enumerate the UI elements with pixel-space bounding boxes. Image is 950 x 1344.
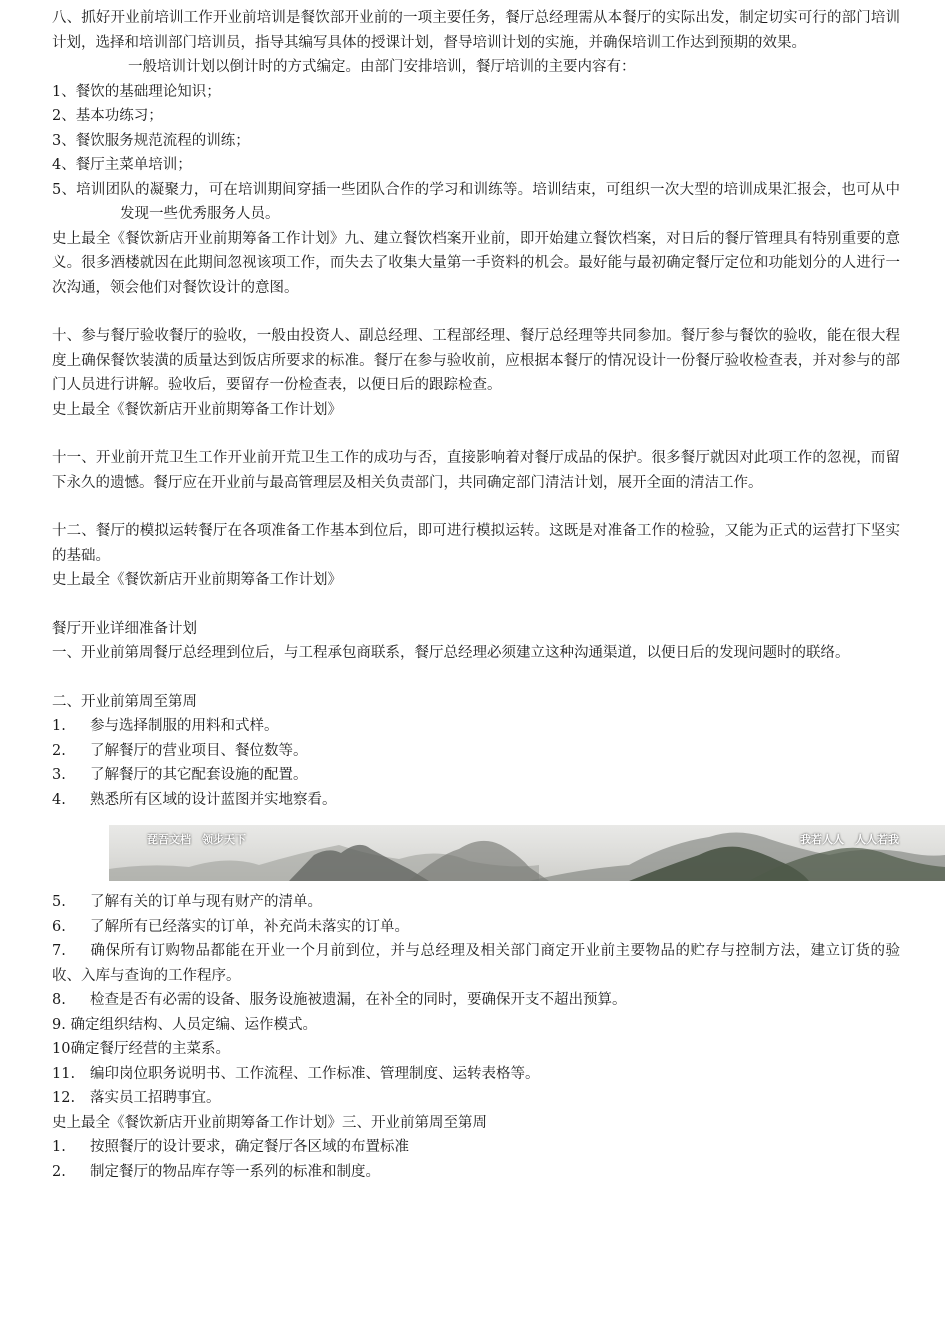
source-line: 史上最全《餐饮新店开业前期筹备工作计划》: [52, 401, 342, 418]
item-text: 落实员工招聘事宜。: [90, 1090, 221, 1106]
list-item: [52, 788, 900, 813]
item-text: 按照餐厅的设计要求，确定餐厅各区域的布置标准: [90, 1139, 409, 1155]
training-item: 2、基本功练习；: [52, 108, 163, 124]
training-item: 3、餐饮服务规范流程的训练；: [52, 132, 250, 149]
training-item: 4、餐厅主菜单培训；: [52, 157, 192, 173]
item-number: 8.: [52, 992, 66, 1008]
list-item: [52, 1062, 900, 1087]
item-text: 了解餐厅的营业项目、餐位数等。: [90, 742, 308, 759]
item-text: 参与选择制服的用料和式样。: [90, 718, 279, 734]
banner-left-text: 琵吾文档 领步天下: [147, 833, 246, 846]
plan-section-2-title: 二、开业前第周至第周: [52, 693, 197, 710]
item-number: 2.: [52, 742, 66, 759]
item-number: 7.: [52, 943, 66, 959]
item-text: 制定餐厅的物品库存等一系列的标准和制度。: [90, 1163, 380, 1180]
item-number: 6.: [52, 918, 66, 935]
banner-right-text: 我若人人 人人若我: [800, 833, 899, 846]
list-item: 9. 确定组织结构、人员定编、运作模式。: [52, 1016, 317, 1033]
list-item: [52, 1135, 900, 1160]
list-item: [52, 714, 900, 739]
item-number: 2.: [52, 1163, 66, 1180]
list-item: 10确定餐厅经营的主菜系。: [52, 1041, 230, 1057]
landscape-banner-image: [109, 825, 945, 881]
section-11-paragraph: 十一、开业前开荒卫生工作开业前开荒卫生工作的成功与否，直接影响着对餐厅成品的保护。很多餐厅就因对此项工作的忽视，而留下永久的遗憾。餐厅应在开业前与最高管理层及相关负责部门，共同确定部门清洁计划，展开全面的清洁工作。: [52, 450, 900, 491]
item-number: 1.: [52, 718, 66, 734]
list-item: [52, 1160, 900, 1185]
item-number: 11.: [52, 1065, 76, 1082]
item-number: 12.: [52, 1090, 76, 1106]
section-10-paragraph: 十、参与餐厅验收餐厅的验收，一般由投资人、副总经理、工程部经理、餐厅总经理等共同参加。餐厅参与餐饮的验收，能在很大程度上确保餐饮装潢的质量达到饭店所要求的标准。餐厅在参与验收前，应根据本餐厅的情况设计一份餐厅验收检查表，并对参与的部门人员进行讲解。验收后，要留存一份检查表，以便日后的跟踪检查。: [52, 328, 900, 393]
list-item: [52, 890, 900, 915]
item-text: 了解所有已经落实的订单，补充尚未落实的订单。: [90, 918, 409, 935]
list-item: [52, 763, 900, 788]
item-text: 了解有关的订单与现有财产的清单。: [90, 894, 322, 910]
item-text: 确保所有订购物品都能在开业一个月前到位，并与总经理及相关部门商定开业前主要物品的贮存与控制方法，建立订货的验收、入库与查询的工作程序。: [52, 943, 900, 984]
plan-section-3-line: 史上最全《餐饮新店开业前期筹备工作计划》三、开业前第周至第周: [52, 1114, 487, 1131]
item-number: 3.: [52, 767, 66, 783]
section-12-paragraph: 十二、餐厅的模拟运转餐厅在各项准备工作基本到位后，即可进行模拟运转。这既是对准备工作的检验，又能为正式的运营打下坚实的基础。: [52, 523, 900, 564]
item-number: 4.: [52, 791, 66, 808]
item-text: 了解餐厅的其它配套设施的配置。: [90, 767, 308, 783]
item-text: 检查是否有必需的设备、服务设施被遗漏，在补全的同时，要确保开支不超出预算。: [90, 992, 627, 1008]
list-item: [52, 1086, 900, 1111]
plan-section-1: 一、开业前第周餐厅总经理到位后，与工程承包商联系，餐厅总经理必须建立这种沟通渠道，以便日后的发现问题时的联络。: [52, 645, 850, 661]
plan-title: 餐厅开业详细准备计划: [52, 620, 197, 637]
section-8-paragraph: 八、抓好开业前培训工作开业前培训是餐饮部开业前的一项主要任务，餐厅总经理需从本餐厅的实际出发，制定切实可行的部门培训计划，选择和培训部门培训员，指导其编写具体的授课计划，督导培训计划的实施，并确保培训工作达到预期的效果。: [52, 10, 900, 51]
item-number: 5.: [52, 894, 66, 910]
document-page: [52, 6, 900, 1184]
list-item: [52, 988, 900, 1013]
item-text: 熟悉所有区域的设计蓝图并实地察看。: [90, 791, 337, 808]
list-item: [52, 939, 900, 988]
list-item: [52, 739, 900, 764]
training-intro: 一般培训计划以倒计时的方式编定。由部门安排培训，餐厅培训的主要内容有：: [128, 59, 636, 75]
item-number: 1.: [52, 1139, 66, 1155]
training-item: 1、餐饮的基础理论知识；: [52, 83, 221, 100]
item-text: 编印岗位职务说明书、工作流程、工作标准、管理制度、运转表格等。: [90, 1065, 540, 1082]
section-9-paragraph: 史上最全《餐饮新店开业前期筹备工作计划》九、建立餐饮档案开业前，即开始建立餐饮档案，对日后的餐厅管理具有特别重要的意义。很多酒楼就因在此期间忽视该项工作，而失去了收集大量第一手资料的机会。最好能与最初确定餐厅定位和功能划分的人进行一次沟通，领会他们对餐饮设计的意图。: [52, 230, 900, 296]
source-line: 史上最全《餐饮新店开业前期筹备工作计划》: [52, 572, 342, 588]
training-item: 5、培训团队的凝聚力，可在培训期间穿插一些团队合作的学习和训练等。培训结束，可组织一次大型的培训成果汇报会，也可从中发现一些优秀服务人员。: [52, 181, 900, 222]
list-item: [52, 915, 900, 940]
